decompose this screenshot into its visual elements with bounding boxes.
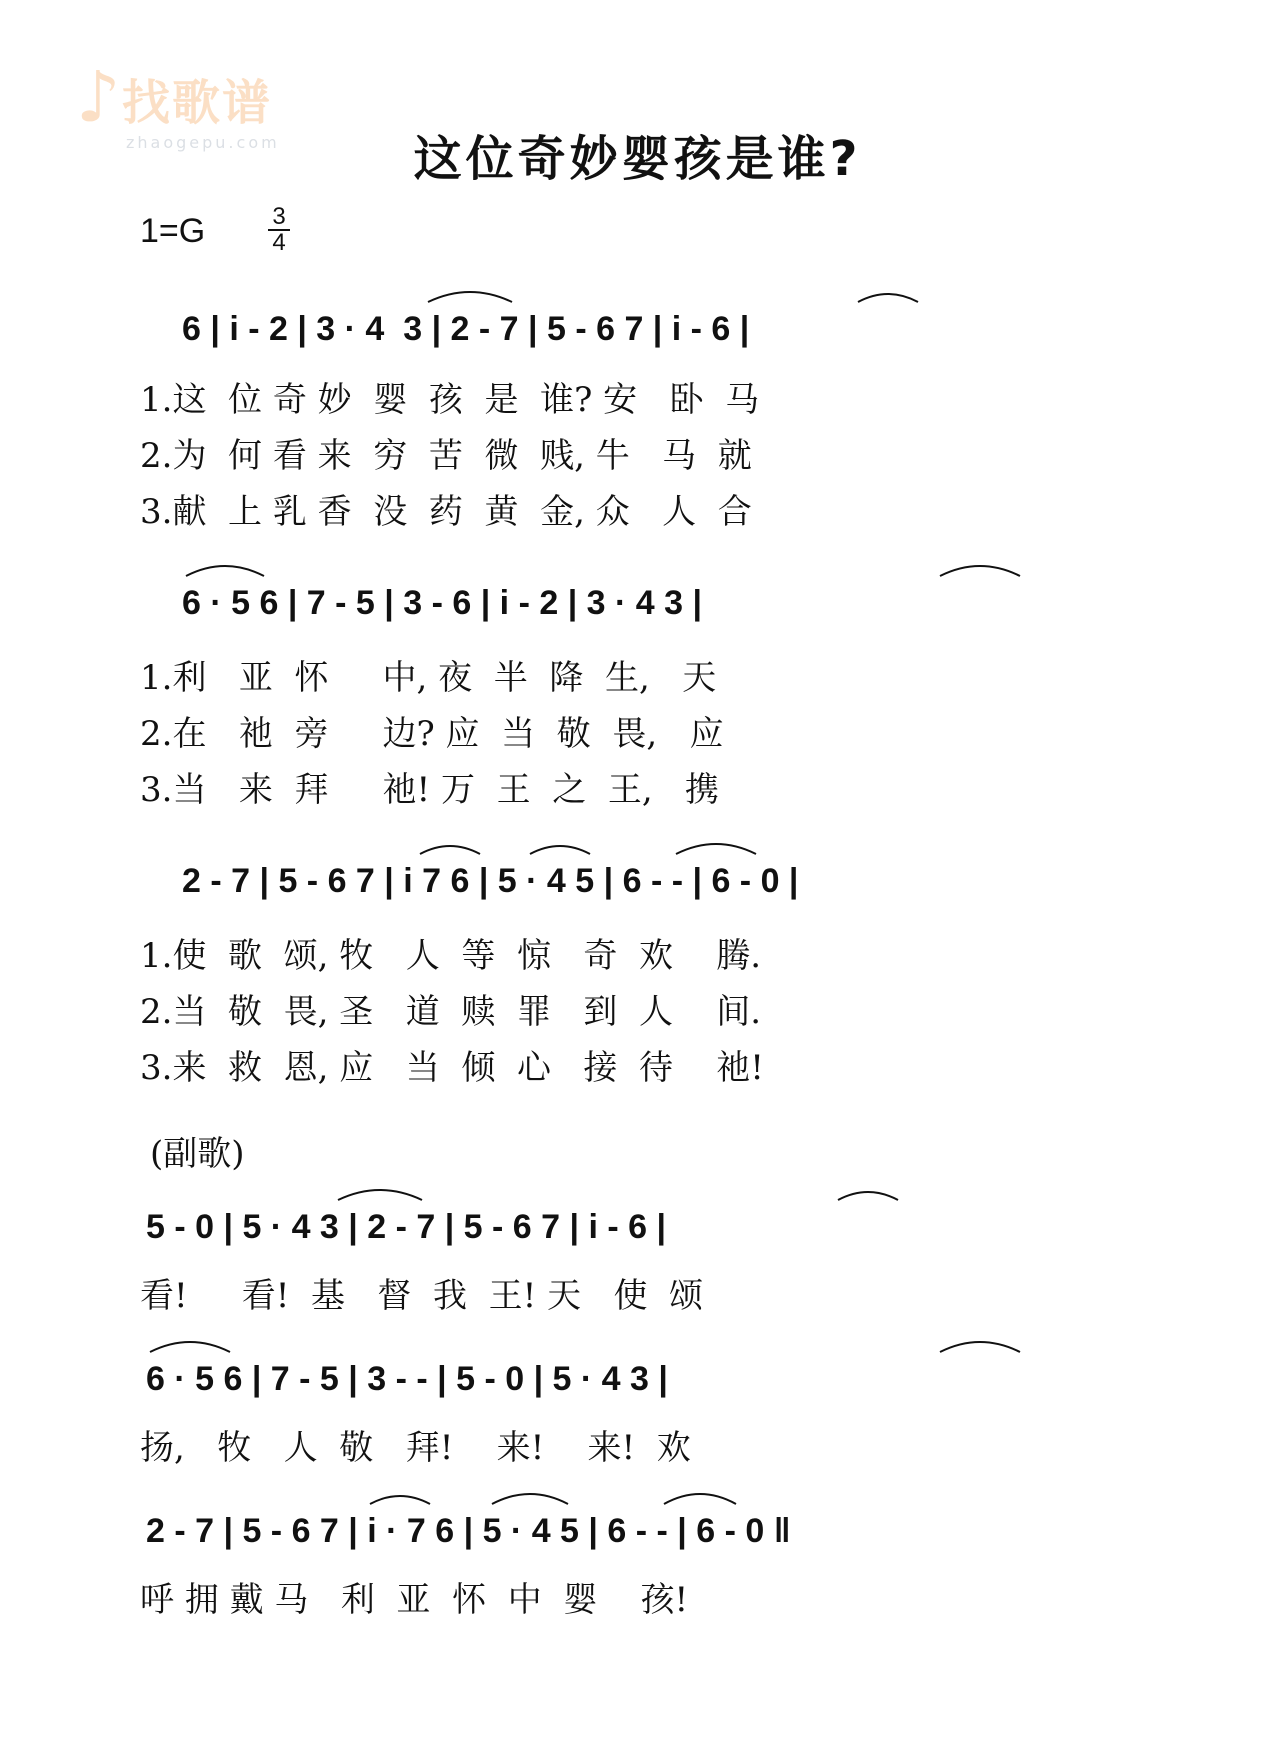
slur <box>676 844 756 854</box>
lyric-line-2-verse-1: 1.利 亚 怀 中, 夜 半 降 生, 天 <box>140 658 717 698</box>
slur <box>858 294 918 302</box>
slur <box>370 1496 430 1504</box>
chorus-notation-line-3: 2 - 7 | 5 - 6 7 | i · 7 6 | 5 · 4 5 | 6 - - | 6 - 0 ‖ <box>146 1512 791 1550</box>
slur <box>492 1494 568 1504</box>
time-signature-top: 3 <box>272 203 286 230</box>
lyric-line-2-verse-3: 3.当 来 拜 祂! 万 王 之 王, 携 <box>140 770 720 810</box>
slur <box>838 1192 898 1200</box>
slur <box>940 566 1020 576</box>
slur <box>940 1342 1020 1352</box>
lyric-line-3-verse-2: 2.当 敬 畏, 圣 道 赎 罪 到 人 间. <box>140 992 762 1032</box>
watermark-site: zhaogepu.com <box>126 133 280 152</box>
notation-line-3: 2 - 7 | 5 - 6 7 | i 7 6 | 5 · 4 5 | 6 - - | 6 - 0 | <box>182 862 799 900</box>
song-title: 这位奇妙婴孩是谁? <box>413 131 862 187</box>
watermark-brand: 找歌谱 <box>122 75 273 131</box>
lyric-line-1-verse-1: 1.这 位 奇 妙 婴 孩 是 谁? 安 卧 马 <box>140 380 760 420</box>
notation-line-2: 6 · 5 6 | 7 - 5 | 3 - 6 | i - 2 | 3 · 4 3 | <box>182 584 702 622</box>
lyric-line-1-verse-3: 3.献 上 乳 香 没 药 黄 金, 众 人 合 <box>140 492 752 532</box>
lyric-line-2-verse-2: 2.在 祂 旁 边? 应 当 敬 畏, 应 <box>140 714 724 754</box>
slur <box>530 846 590 854</box>
slur <box>664 1494 736 1504</box>
lyric-line-3-verse-3: 3.来 救 恩, 应 当 倾 心 接 待 祂! <box>140 1048 764 1088</box>
chorus-notation-line-1: 5 - 0 | 5 · 4 3 | 2 - 7 | 5 - 6 7 | i - 6 | <box>146 1208 666 1246</box>
watermark-logo-icon: ♪ <box>76 56 121 138</box>
lyric-line-3-verse-1: 1.使 歌 颂, 牧 人 等 惊 奇 欢 腾. <box>140 936 762 976</box>
slur <box>338 1190 422 1200</box>
lyric-line-1-verse-2: 2.为 何 看 来 穷 苦 微 贱, 牛 马 就 <box>140 436 752 476</box>
key-signature: 1=G <box>140 212 206 250</box>
chorus-lyric-line-1: 看! 看! 基 督 我 王! 天 使 颂 <box>140 1276 704 1316</box>
slur <box>186 566 264 576</box>
slur <box>428 292 512 302</box>
notation-line-1: 6 | i - 2 | 3 · 4 3 | 2 - 7 | 5 - 6 7 | i - 6 | <box>182 310 750 348</box>
slur <box>150 1342 230 1352</box>
chorus-notation-line-2: 6 · 5 6 | 7 - 5 | 3 - - | 5 - 0 | 5 · 4 3 | <box>146 1360 668 1398</box>
chorus-lyric-line-2: 扬, 牧 人 敬 拜! 来! 来! 欢 <box>140 1428 691 1468</box>
chorus-label: (副歌) <box>150 1134 245 1174</box>
slur <box>420 846 480 854</box>
time-signature-bottom: 4 <box>272 229 286 256</box>
chorus-lyric-line-3: 呼 拥 戴 马 利 亚 怀 中 婴 孩! <box>140 1580 689 1620</box>
